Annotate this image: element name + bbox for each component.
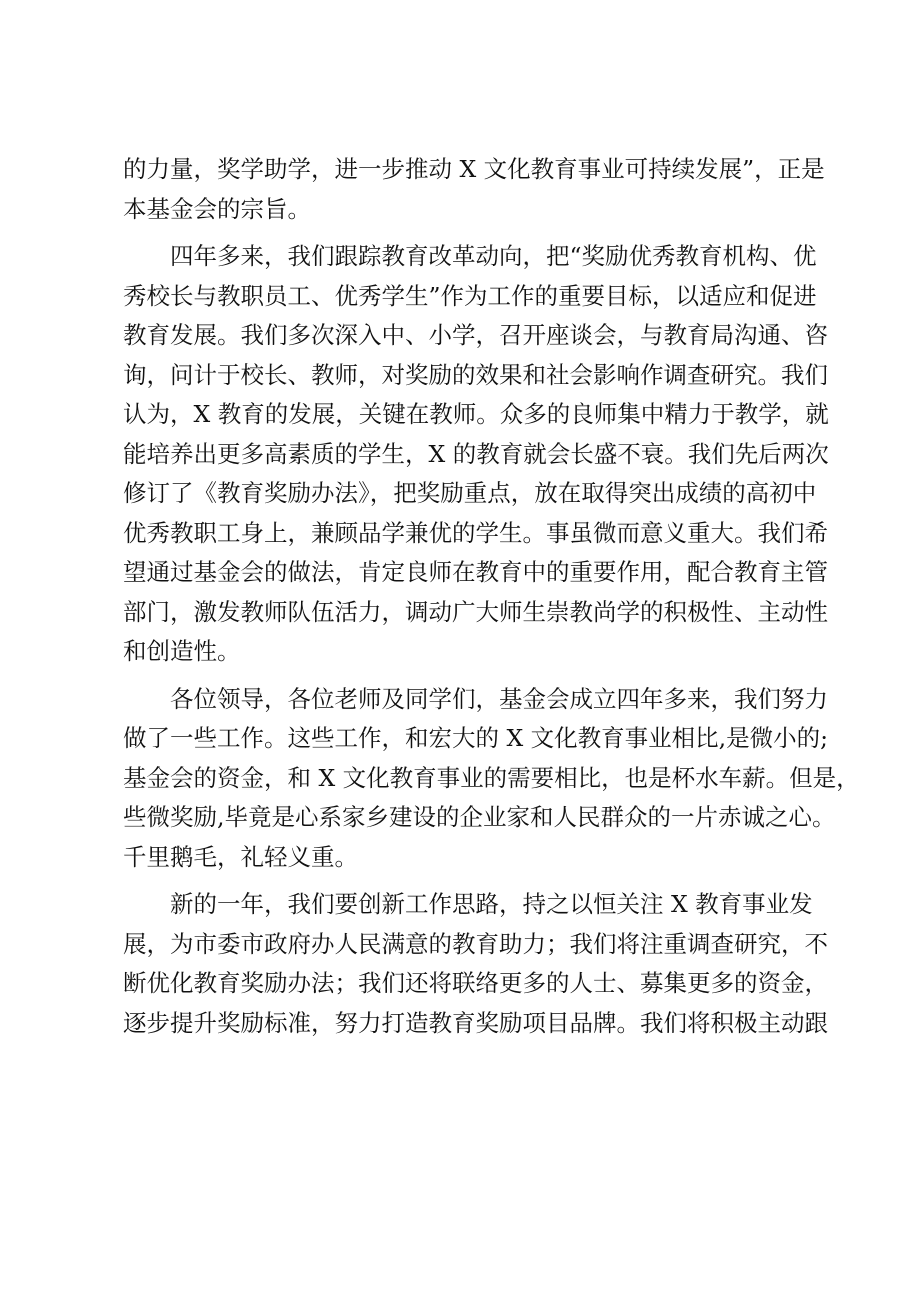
paragraph [123,680,860,878]
text-line: 逐步提升奖励标准，努力打造教育奖励项目品牌。我们将积极主动跟 [123,1008,828,1037]
text-line: 千里鹅毛，礼轻义重。 [123,842,358,871]
text-line: 本基金会的宗旨。 [123,194,311,223]
text-line: 做了一些工作。这些工作，和宏大的 X 文化教育事业相比,是微小的; [123,724,829,752]
text-line: 些微奖励,毕竟是心系家乡建设的企业家和人民群众的一片赤诚之心。 [123,803,836,831]
text-line: 断优化教育奖励办法；我们还将联络更多的人士、募集更多的资金， [123,969,828,997]
text-line: 教育发展。我们多次深入中、小学，召开座谈会，与教育局沟通、咨 [123,321,828,349]
text-line: 修订了《教育奖励办法》，把奖励重点，放在取得突出成绩的高初中 [123,479,817,507]
text-line: 的力量，奖学助学，进一步推动 X 文化教育事业可持续发展”，正是 [123,155,825,183]
text-line: 新的一年，我们要创新工作思路，持之以恒关注 X 教育事业发 [170,890,813,918]
paragraph [123,885,828,1043]
text-line: 四年多来，我们跟踪教育改革动向，把“奖励优秀教育机构、优 [170,242,817,270]
text-line: 和创造性。 [123,637,241,665]
text-line: 优秀教职工身上，兼顾品学兼优的学生。事虽微而意义重大。我们希 [123,518,828,547]
text-line: 基金会的资金，和 X 文化教育事业的需要相比，也是杯水车薪。但是， [123,763,860,792]
text-line: 展，为市委市政府办人民满意的教育助力；我们将注重调查研究，不 [123,929,828,958]
text-line: 认为，X 教育的发展，关键在教师。众多的良师集中精力于教学，就 [123,400,829,428]
text-line: 各位领导，各位老师及同学们，基金会成立四年多来，我们努力 [170,684,828,713]
text-line: 望通过基金会的做法，肯定良师在教育中的重要作用，配合教育主管 [123,558,828,586]
text-line: 部门，激发教师队伍活力，调动广大师生崇教尚学的积极性、主动性 [123,597,828,626]
paragraph [123,150,825,229]
body-text [123,150,860,1043]
text-line: 询，问计于校长、教师，对奖励的效果和社会影响作调查研究。我们 [123,360,828,389]
text-line: 能培养出更多高素质的学生，X 的教育就会长盛不衰。我们先后两次 [123,439,829,468]
text-line: 秀校长与教职员工、优秀学生”作为工作的重要目标，以适应和促进 [123,281,817,310]
paragraph [123,237,829,672]
